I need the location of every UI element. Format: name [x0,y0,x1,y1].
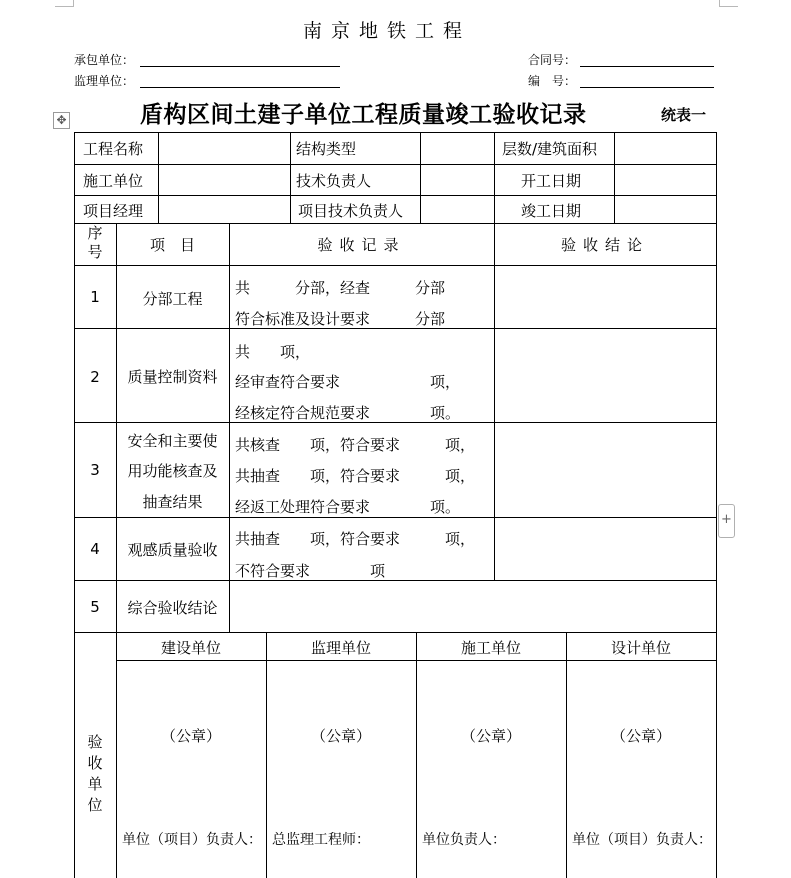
supervisor-label: 监理单位： [74,74,135,88]
signer-label: 总监理工程师： [272,832,370,848]
row-record-line: 共核查 项，符合要求 项， [235,436,476,454]
row-record-line: 不符合要求 项 [235,562,386,580]
plus-icon[interactable]: + [718,504,735,538]
row-number: 3 [90,461,100,479]
row-record-line: 经审查符合要求 项， [235,373,461,391]
move-arrows-icon[interactable]: ✥ [53,112,70,129]
row-item-line: 用功能核查及 [127,462,218,480]
row-item-line: 安全和主要使 [127,432,218,450]
row-record-line: 共 项， [235,343,311,361]
acceptance-label-char: 收 [87,754,103,772]
conclusion-column-header: 验收结论 [560,236,649,254]
row-record-line: 共抽查 项，符合要求 项， [235,467,476,485]
project-tech-lead-label: 项目技术负责人 [298,202,404,220]
number-label: 编 号： [528,74,577,88]
row-number: 2 [90,368,100,386]
signer-label: 单位负责人： [422,832,506,848]
floors-area-label: 层数/建筑面积 [502,140,598,158]
row-number: 5 [90,598,100,616]
construction-unit-label: 施工单位 [83,172,144,190]
completion-date-label: 竣工日期 [521,202,582,220]
seq-column-header: 序号 [87,224,103,261]
row-record-line: 经核定符合规范要求 项。 [235,404,461,422]
row-item: 分部工程 [142,290,203,308]
row-number: 1 [90,288,100,306]
record-column-header: 验收记录 [317,236,406,254]
tech-lead-label: 技术负责人 [296,172,372,190]
company-header: 南京地铁工程 [303,20,472,42]
acceptance-label-char: 验 [87,733,103,751]
table-id: 统表一 [661,106,707,124]
acceptance-label-char: 位 [87,796,103,814]
signer-label: 单位（项目）负责人： [122,832,262,848]
contractor-label: 承包单位： [74,53,135,67]
row-item: 质量控制资料 [127,368,218,386]
unit-name-contractor: 施工单位 [460,639,521,657]
item-column-header: 项 目 [149,236,195,254]
signer-label: 单位（项目）负责人： [572,832,712,848]
acceptance-label-char: 单 [87,775,103,793]
seal-placeholder: （公章） [310,727,371,745]
row-record-line: 共 分部，经查 分部 [235,279,446,297]
row-item-line: 抽查结果 [142,493,203,511]
project-name-label: 工程名称 [83,140,144,158]
row-item: 观感质量验收 [127,541,218,559]
seal-placeholder: （公章） [610,727,671,745]
start-date-label: 开工日期 [521,172,582,190]
contract-no-label: 合同号： [528,53,577,67]
unit-name-construction: 建设单位 [160,639,221,657]
document-title: 盾构区间土建子单位工程质量竣工验收记录 [140,102,587,128]
structure-type-label: 结构类型 [296,140,357,158]
seal-placeholder: （公章） [160,727,221,745]
seal-placeholder: （公章） [460,727,521,745]
row-record-line: 共抽查 项，符合要求 项， [235,530,476,548]
unit-name-design: 设计单位 [610,639,671,657]
row-record-line: 符合标准及设计要求 分部 [235,310,446,328]
unit-name-supervision: 监理单位 [310,639,371,657]
row-record-line: 经返工处理符合要求 项。 [235,498,461,516]
project-manager-label: 项目经理 [83,202,144,220]
row-number: 4 [90,540,100,558]
row-item: 综合验收结论 [127,599,218,617]
